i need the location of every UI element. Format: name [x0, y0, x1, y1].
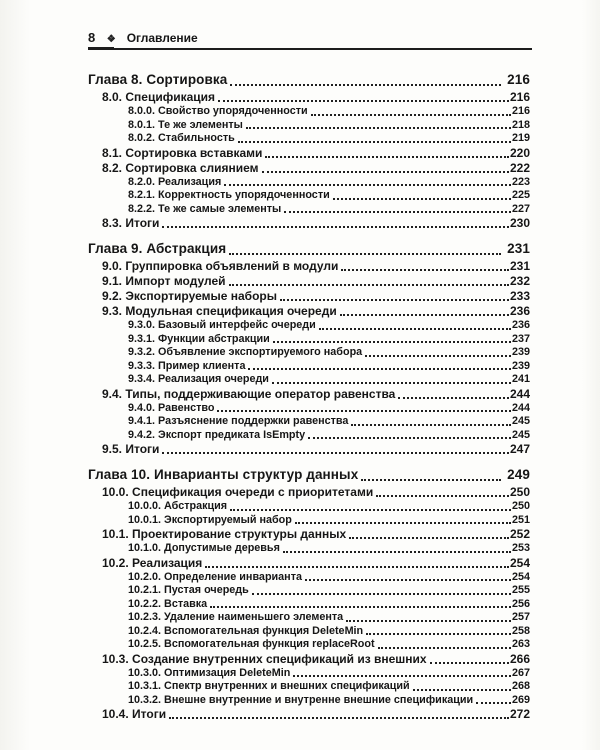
toc-entry-page: 250: [509, 485, 530, 499]
toc-entry-label: 10.3.0. Оптимизация DeleteMin: [128, 666, 291, 679]
dotted-leader: [346, 620, 511, 622]
toc-entry: [88, 694, 530, 708]
dotted-leader: [230, 84, 501, 86]
toc-entry: [88, 203, 530, 217]
dotted-leader: [262, 171, 509, 173]
toc-entry-label: 8.2.1. Корректность упорядоченности: [128, 189, 330, 201]
dotted-leader: [252, 593, 511, 595]
toc-entry-page: 231: [507, 241, 530, 256]
dotted-leader: [273, 341, 511, 343]
toc-entry-label: 9.4.0. Равенство: [128, 401, 215, 414]
toc-entry-page: 241: [511, 373, 530, 385]
dotted-leader: [295, 522, 511, 524]
dotted-leader: [280, 299, 509, 301]
toc-entry: [88, 402, 530, 416]
dotted-leader: [210, 606, 511, 608]
toc-entry-label: Глава 9. Абстракция: [88, 241, 227, 256]
toc-entry-page: 216: [511, 105, 530, 117]
toc-entry-label: Глава 8. Сортировка: [88, 72, 228, 87]
toc-entry: [88, 542, 530, 556]
toc-entry-page: 223: [511, 175, 530, 188]
toc-entry: [88, 216, 530, 231]
toc-entry: [88, 333, 530, 347]
toc-entry-page: 249: [507, 467, 530, 482]
header-rule: [88, 48, 532, 50]
toc-entry-label: 9.2. Экспортируемые наборы: [102, 289, 277, 303]
dotted-leader: [376, 495, 509, 497]
toc-entry: [88, 239, 530, 259]
toc-entry: [88, 465, 530, 485]
toc-entry-page: 237: [511, 332, 530, 345]
toc-entry: [88, 611, 530, 625]
dotted-leader: [319, 328, 511, 330]
toc-entry: [88, 304, 530, 319]
toc-entry-label: 10.2.1. Пустая очередь: [128, 584, 249, 596]
toc-entry-label: 9.3. Модульная спецификация очереди: [102, 304, 337, 318]
toc-entry-page: 268: [511, 680, 530, 692]
toc-entry-page: 231: [509, 259, 530, 273]
toc-entry-page: 230: [509, 216, 530, 230]
toc-entry: [88, 146, 530, 161]
toc-entry-page: 245: [511, 428, 530, 441]
toc-entry-label: 10.4. Итоги: [102, 707, 167, 721]
dotted-leader: [224, 184, 511, 186]
toc-entry-page: 222: [509, 160, 530, 175]
toc-entry-label: 9.4. Типы, поддерживающие оператор равенства: [102, 386, 396, 401]
toc-entry: [88, 161, 530, 176]
dotted-leader: [162, 226, 509, 228]
toc-entry-page: 220: [509, 145, 530, 160]
dotted-leader: [476, 702, 511, 704]
dotted-leader: [283, 551, 511, 553]
toc-entry: [88, 274, 530, 289]
toc-entry: [88, 500, 530, 514]
toc-entry-label: 10.3. Создание внутренних спецификаций из внешних: [102, 651, 427, 666]
toc-entry-page: 227: [511, 202, 530, 215]
toc-entry-page: 247: [509, 442, 530, 456]
toc-entry-label: 8.0.2. Стабильность: [128, 132, 235, 144]
dotted-leader: [238, 141, 511, 143]
toc-entry: [88, 415, 530, 429]
toc-entry-label: 8.0.0. Свойство упорядоченности: [128, 105, 308, 117]
running-header: [88, 30, 532, 50]
toc-entry: [88, 584, 530, 598]
toc-entry: [88, 667, 530, 681]
toc-entry: [88, 360, 530, 374]
toc-entry-page: 258: [511, 624, 530, 637]
toc-entry-page: 257: [511, 611, 530, 623]
toc-entry-label: 8.2.2. Те же самые элементы: [128, 202, 282, 215]
toc-entry: [88, 652, 530, 667]
toc-entry-page: 255: [511, 584, 530, 596]
toc-entry-label: 9.3.3. Пример клиента: [128, 359, 246, 372]
toc-entry-label: 10.2.5. Вспомогательная функция replaceRoot: [128, 638, 375, 650]
toc-entry: [88, 680, 530, 694]
toc-entry: [88, 90, 530, 105]
toc-entry-page: 239: [511, 346, 530, 358]
dotted-leader: [205, 566, 509, 568]
toc-entry: [88, 429, 530, 443]
toc-entry-page: 225: [511, 189, 530, 201]
toc-list: [88, 62, 530, 722]
toc-entry: [88, 527, 530, 542]
toc-entry-label: 8.2. Сортировка слиянием: [102, 160, 259, 175]
toc-entry-label: 9.1. Импорт модулей: [102, 274, 226, 288]
toc-entry: [88, 514, 530, 528]
toc-entry-label: 9.3.1. Функции абстракции: [128, 332, 270, 345]
dotted-leader: [272, 382, 511, 384]
diamond-icon: ❖: [106, 34, 116, 45]
dotted-leader: [305, 579, 511, 581]
toc-entry-label: Глава 10. Инварианты структур данных: [88, 467, 359, 482]
toc-entry-label: 10.1. Проектирование структуры данных: [102, 527, 347, 541]
toc-entry-page: 267: [511, 666, 530, 679]
dotted-leader: [349, 537, 509, 539]
toc-entry: [88, 442, 530, 457]
dotted-leader: [333, 198, 511, 200]
toc-entry-page: 236: [509, 304, 530, 318]
toc-entry-page: 269: [511, 693, 530, 706]
dotted-leader: [413, 689, 511, 691]
dotted-leader: [162, 452, 509, 454]
page-number-underline: [88, 47, 114, 49]
dotted-leader: [229, 253, 501, 255]
toc-entry: [88, 346, 530, 360]
dotted-leader: [169, 717, 509, 719]
toc-entry-label: 8.1. Сортировка вставками: [102, 145, 263, 160]
toc-entry-label: 10.2.0. Определение инварианта: [128, 570, 302, 583]
toc-entry-page: 244: [509, 386, 530, 401]
toc-entry-page: 256: [511, 597, 530, 610]
toc-entry-label: 10.2.3. Удаление наименьшего элемента: [128, 611, 344, 623]
toc-entry-label: 10.2. Реализация: [102, 555, 203, 570]
toc-entry-page: 272: [509, 707, 530, 721]
header-page-number: 8: [88, 30, 96, 45]
toc-entry-page: 216: [507, 72, 530, 87]
toc-entry: [88, 638, 530, 652]
toc-entry-page: 244: [511, 401, 530, 414]
toc-entry-page: 253: [511, 542, 530, 554]
toc-entry-page: 251: [511, 513, 530, 526]
dotted-leader: [246, 127, 511, 129]
toc-entry-page: 254: [511, 570, 530, 583]
toc-entry-label: 9.3.0. Базовый интерфейс очереди: [128, 319, 316, 331]
dotted-leader: [340, 314, 509, 316]
dotted-leader: [398, 397, 509, 399]
toc-entry: [88, 707, 530, 722]
toc-entry-label: 10.1.0. Допустимые деревья: [128, 542, 280, 554]
toc-entry-label: 9.0. Группировка объявлений в модули: [102, 259, 339, 273]
toc-entry: [88, 319, 530, 333]
dotted-leader: [308, 437, 511, 439]
toc-entry: [88, 176, 530, 190]
toc-entry-label: 10.3.2. Внешне внутренние и внутренне внешние спецификации: [128, 693, 474, 706]
dotted-leader: [341, 269, 509, 271]
dotted-leader: [311, 114, 511, 116]
toc-entry: [88, 571, 530, 585]
toc-entry: [88, 373, 530, 387]
toc-entry: [88, 598, 530, 612]
dotted-leader: [293, 675, 511, 677]
toc-entry-label: 8.0. Спецификация: [102, 90, 216, 104]
toc-entry-page: 263: [511, 638, 530, 650]
toc-entry-page: 218: [511, 118, 530, 131]
dotted-leader: [378, 647, 511, 649]
toc-entry-page: 219: [511, 132, 530, 144]
dotted-leader: [248, 368, 511, 370]
toc-entry-label: 9.4.2. Экспорт предиката IsEmpty: [128, 428, 306, 441]
dotted-leader: [366, 633, 511, 635]
dotted-leader: [351, 424, 511, 426]
toc-entry-label: 8.2.0. Реализация: [128, 175, 222, 188]
toc-entry: [88, 132, 530, 146]
header-title: Оглавление: [126, 31, 198, 45]
dotted-leader: [365, 355, 511, 357]
toc-entry-page: 254: [509, 555, 530, 570]
toc-entry-label: 9.3.2. Объявление экспортируемого набора: [128, 346, 363, 358]
toc-entry: [88, 289, 530, 304]
toc-entry: [88, 105, 530, 119]
toc-entry-label: 10.0.0. Абстракция: [128, 500, 228, 512]
toc-entry-page: 232: [509, 274, 530, 288]
toc-entry-label: 10.0.1. Экспортируемый набор: [128, 513, 292, 526]
dotted-leader: [230, 509, 511, 511]
toc-entry-page: 245: [511, 415, 530, 427]
toc-entry-page: 266: [509, 651, 530, 666]
toc-entry: [88, 556, 530, 571]
toc-entry-label: 10.3.1. Спектр внутренних и внешних спецификаций: [128, 680, 410, 692]
toc-entry-label: 9.3.4. Реализация очереди: [128, 373, 269, 385]
toc-entry: [88, 189, 530, 203]
toc-entry-label: 10.2.4. Вспомогательная функция DeleteMin: [128, 624, 364, 637]
toc-entry-page: 250: [511, 500, 530, 512]
toc-entry-page: 233: [509, 289, 530, 303]
toc-entry-page: 216: [509, 90, 530, 104]
dotted-leader: [218, 100, 509, 102]
toc-entry-label: 8.0.1. Те же элементы: [128, 118, 243, 131]
dotted-leader: [229, 284, 509, 286]
toc-entry: [88, 70, 530, 90]
toc-entry-page: 236: [511, 319, 530, 331]
toc-entry-page: 239: [511, 359, 530, 372]
toc-entry: [88, 387, 530, 402]
dotted-leader: [217, 410, 511, 412]
toc-entry-label: 9.4.1. Разъяснение поддержки равенства: [128, 415, 349, 427]
toc-entry: [88, 259, 530, 274]
toc-entry: [88, 485, 530, 500]
toc-entry-label: 10.2.2. Вставка: [128, 597, 208, 610]
toc-entry-page: 252: [509, 527, 530, 541]
toc-entry: [88, 119, 530, 133]
toc-entry-label: 10.0. Спецификация очереди с приоритетами: [102, 485, 374, 499]
toc-entry-label: 9.5. Итоги: [102, 442, 160, 456]
toc-entry: [88, 625, 530, 639]
toc-entry-label: 8.3. Итоги: [102, 216, 160, 230]
dotted-leader: [265, 156, 509, 158]
dotted-leader: [361, 479, 501, 481]
dotted-leader: [430, 662, 509, 664]
dotted-leader: [284, 211, 511, 213]
